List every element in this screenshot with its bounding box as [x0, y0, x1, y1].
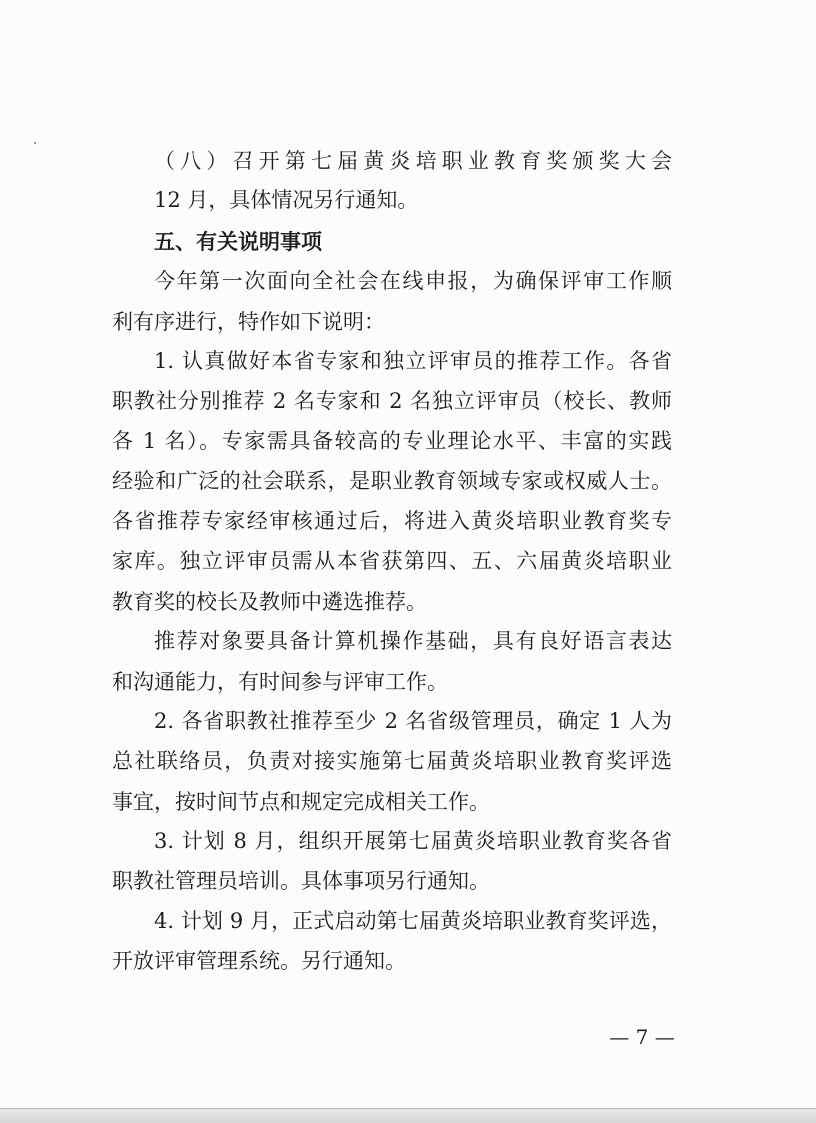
item-1-line: 各 1 名）。专家需具备较高的专业理论水平、丰富的实践 — [112, 429, 672, 453]
item-1-line: 职教社分别推荐 2 名专家和 2 名独立评审员（校长、教师 — [112, 389, 672, 413]
body-line: 和沟通能力，有时间参与评审工作。 — [112, 670, 448, 694]
page-number: — 7 — — [609, 1025, 675, 1049]
section-eight-heading: （八）召开第七届黄炎培职业教育奖颁奖大会 — [154, 149, 672, 173]
item-1-line: 家库。独立评审员需从本省获第四、五、六届黄炎培职业 — [112, 549, 672, 573]
item-2-line: 事宜，按时间节点和规定完成相关工作。 — [112, 790, 490, 814]
item-3-line: 3. 计划 8 月，组织开展第七届黄炎培职业教育奖各省 — [154, 829, 672, 853]
item-4-line: 开放评审管理系统。另行通知。 — [112, 949, 406, 973]
item-1-line: 教育奖的校长及教师中遴选推荐。 — [112, 590, 427, 614]
item-1-line: 1. 认真做好本省专家和独立评审员的推荐工作。各省 — [154, 349, 672, 373]
section-five-heading: 五、有关说明事项 — [154, 230, 322, 254]
body-line: 今年第一次面向全社会在线申报，为确保评审工作顺 — [154, 269, 672, 293]
scan-speck — [34, 142, 36, 144]
item-1-line: 各省推荐专家经审核通过后，将进入黄炎培职业教育奖专 — [112, 509, 672, 533]
item-2-line: 总社联络员，负责对接实施第七届黄炎培职业教育奖评选 — [112, 749, 672, 773]
body-line: 推荐对象要具备计算机操作基础，具有良好语言表达 — [154, 629, 672, 653]
body-line: 12 月，具体情况另行通知。 — [154, 188, 419, 212]
item-3-line: 职教社管理员培训。具体事项另行通知。 — [112, 869, 490, 893]
body-line: 利有序进行，特作如下说明： — [112, 310, 385, 334]
item-4-line: 4. 计划 9 月，正式启动第七届黄炎培职业教育奖评选， — [154, 909, 672, 933]
item-2-line: 2. 各省职教社推荐至少 2 名省级管理员，确定 1 人为 — [154, 709, 672, 733]
item-1-line: 经验和广泛的社会联系，是职业教育领域专家或权威人士。 — [112, 469, 672, 493]
scan-bottom-edge — [0, 1108, 816, 1123]
